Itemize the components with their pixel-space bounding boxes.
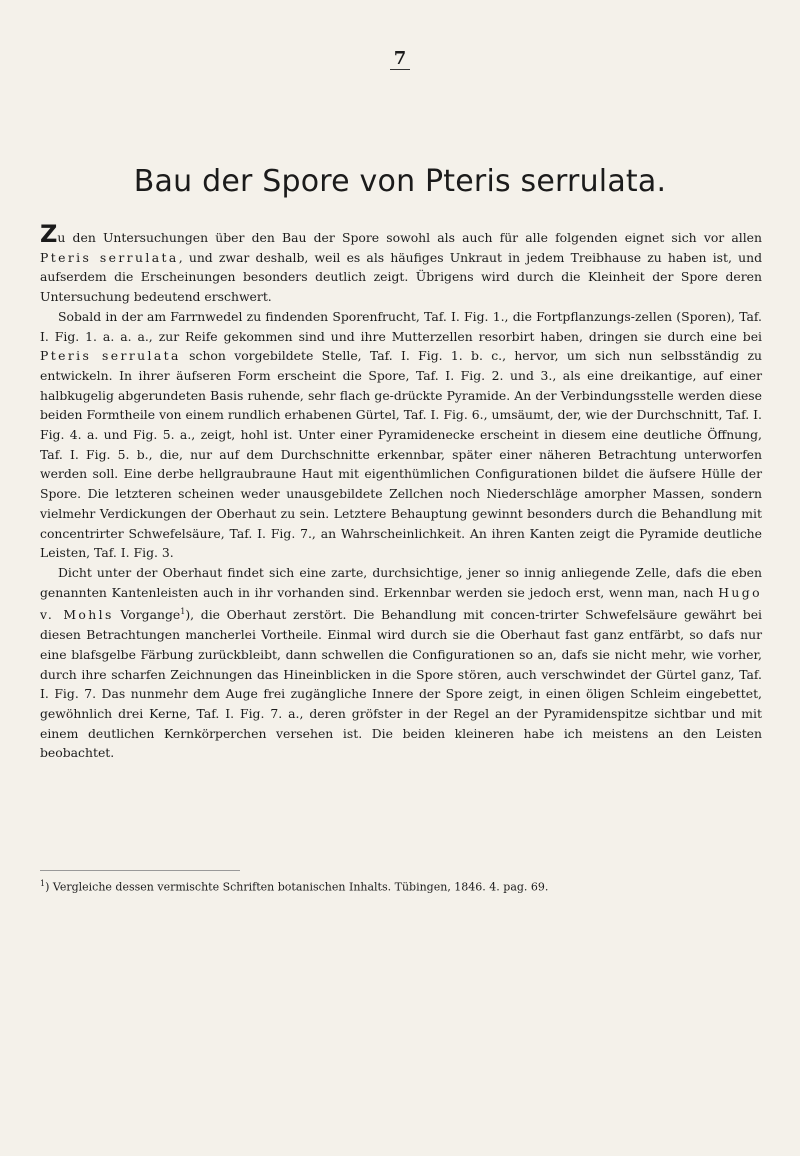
spaced-name: Pteris serrulata bbox=[40, 348, 181, 364]
footnote-text: ) Vergleiche dessen vermischte Schriften botanischen Inhalts. Tübingen, 1846. 4. pag. 69. bbox=[45, 880, 549, 894]
page-number-text: 7 bbox=[390, 48, 411, 70]
text-run: ), die Oberhaut zerstört. Die Behandlung mit concen-trirter Schwefelsäure gewährt bei diesen Betrachtungen mancherlei Vortheile. Einmal wird durch sie die Oberhaut fast ganz entfärbt, so dafs nur eine blafsgelbe Färbung zurückbleibt, dann schwellen die Configurationen so an, dafs sie nicht mehr, wie vorher, durch ihre scharfen Zeichnungen das Hineinblicken in die Spore stören, auch verschwindet der Gürtel ganz, Taf. I. Fig. 7. Das nunmehr dem Auge frei zugängliche Innere der Spore zeigt, in einen öligen Schleim eingebettet, gewöhnlich drei Kerne, Taf. I. Fig. 7. a., deren gröfster in der Regel an der Pyramidenspitze sichtbar und mit einem deutlichen Kernkörperchen versehen ist. Die beiden kleineren habe ich meistens an den Leisten beobachtet. bbox=[40, 607, 762, 761]
text-run: , und zwar deshalb, weil es als häufiges Unkraut in jedem Treibhause zu haben ist, und aufserdem die Erscheinungen besonders deutlich zeigt. Übrigens wird durch die Kleinheit der Spore deren Untersuchung bedeutend erschwert. bbox=[40, 249, 763, 305]
footnote-ref: 1 bbox=[180, 607, 186, 617]
paragraph-1 bbox=[40, 220, 763, 307]
spaced-name: Pteris serrulata bbox=[40, 249, 179, 265]
text-run: Vorgange bbox=[113, 607, 181, 623]
text-run: Sobald in der am Farrnwedel zu findenden Sporenfrucht, Taf. I. Fig. 1., die Fortpflanzungs-zellen (Sporen), Taf. I. Fig. 1. a. a. a., zur Reife gekommen sind und ihre Mutterzellen resorbirt haben, dringen sie durch eine bei bbox=[40, 308, 762, 344]
drop-cap: Z bbox=[40, 220, 58, 248]
paragraph-1-content bbox=[40, 230, 762, 304]
page-title: Bau der Spore von Pteris serrulata. bbox=[133, 164, 667, 199]
footnote-mark: 1 bbox=[40, 879, 46, 888]
text-run: u den Untersuchungen über den Bau der Spore sowohl als auch für alle folgenden eignet sich vor allen bbox=[57, 230, 762, 245]
footnote bbox=[40, 876, 762, 896]
paragraph-3 bbox=[40, 563, 762, 763]
spaced-name: Hugo v. Mohls bbox=[40, 584, 762, 623]
paragraph-2 bbox=[40, 307, 762, 563]
text-run: schon vorgebildete Stelle, Taf. I. Fig. 1. b. c., hervor, um sich nun selbsständig zu entwickeln. In ihrer äufseren Form erscheint die Spore, Taf. I. Fig. 2. und 3., als eine dreikantige, auf einer halbkugelig abgerundeten Basis ruhende, sehr flach ge-drückte Pyramide. An der Verbindungsstelle werden diese beiden Formtheile von einem rundlich erhabenen Gürtel, Taf. I. Fig. 6., umsäumt, der, wie der Durchschnitt, Taf. I. Fig. 4. a. und Fig. 5. a., zeigt, hohl ist. Unter einer Pyramidenecke erscheint in diesem eine deutliche Öffnung, Taf. I. Fig. 5. b., die, nur auf dem Durchschnitte erkennbar, später einer näheren Betrachtung unterworfen werden soll. Eine derbe hellgraubraune Haut mit eigenthümlichen Configurationen bildet die äufsere Hülle der Spore. Die letzteren scheinen weder unausgebildete Zellchen noch Niederschläge amorpher Massen, sondern vielmehr Verdickungen der Oberhaut zu sein. Letztere Behauptung gewinnt besonders durch die Behandlung mit concentrirter Schwefelsäure, Taf. I. Fig. 7., an Wahrscheinlichkeit. An ihren Kanten zeigt die Pyramide deutliche Leisten, Taf. I. Fig. 3. bbox=[40, 348, 762, 561]
page-number bbox=[0, 48, 800, 70]
body-text bbox=[40, 220, 763, 763]
footnote-rule bbox=[40, 870, 240, 871]
text-run: Dicht unter der Oberhaut findet sich eine zarte, durchsichtige, jener so innig anliegende Zelle, dafs die eben genannten Kantenleisten auch in ihr vorhanden sind. Erkennbar werden sie jedoch erst, wenn man, nach bbox=[40, 564, 762, 600]
